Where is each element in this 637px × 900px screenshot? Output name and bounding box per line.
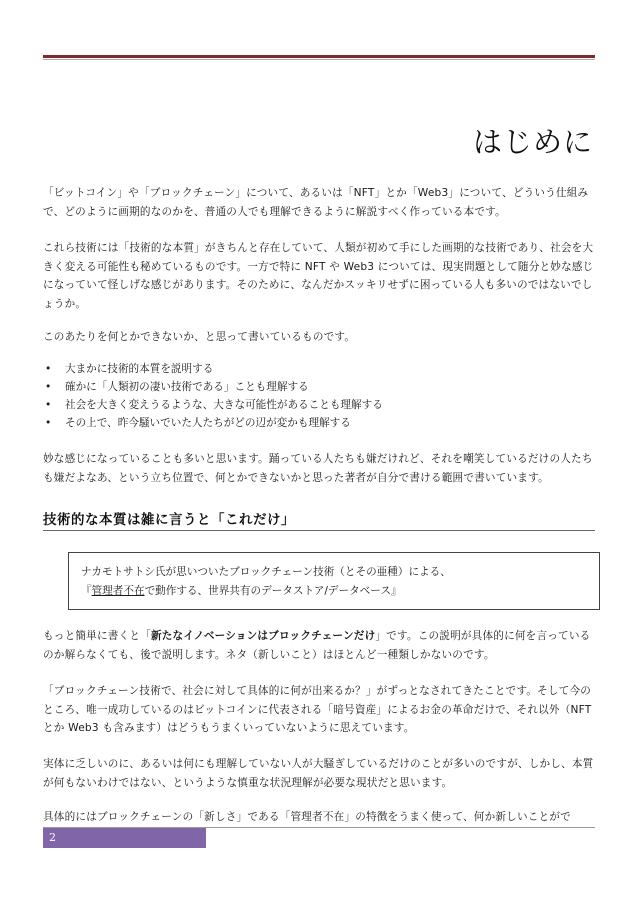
bullet-icon: • <box>45 417 52 429</box>
paragraph-5: もっと簡単に書くと「新たなイノベーションはブロックチェーンだけ」です。この説明が具体的に何を言っているのか解らなくても、後で説明します。ネタ（新しいこと）はほとんど一種類しかないのです。 <box>43 630 591 661</box>
intro-paragraph-3: このあたりを何とかできないか、と思って書いているものです。 <box>43 331 356 343</box>
paragraph-4: 妙な感じになっていることも多いと思います。踊っている人たちも嫌だけれど、それを嘲笑しているだけの人たちも嫌だよなあ、という立ち位置で、何とかできないかと思った著者が自分で書ける範囲で書いています。 <box>43 453 593 484</box>
list-item: • 社会を大きく変えうるような、大きな可能性があることも理解する <box>43 396 595 414</box>
section-rule <box>43 530 595 531</box>
quote-box <box>68 552 600 610</box>
list-item: • その上で、昨今騒いでいた人たちがどの辺が変かも理解する <box>43 414 595 432</box>
paragraph-6: 「ブロックチェーン技術で、社会に対して具体的に何が出来るか？」がずっとなされてきたことです。そして今のところ、唯一成功しているのはビットコインに代表される「暗号資産」によるお金の革命だけで、それ以外（NFT とか Web3 も含みます）はどうもうまくいっていないように思えています。 <box>43 685 592 734</box>
list-item: • 大まかに技術的本質を説明する <box>43 360 595 378</box>
paragraph-7: 実体に乏しいのに、あるいは何にも理解していない人が大騒ぎしているだけのことが多いのですが、しかし、本質が何もないわけではない、というような慎重な状況理解が必要な現状だと思います。 <box>43 758 594 789</box>
header-rule-thick <box>43 55 595 58</box>
bullet-list <box>43 360 595 432</box>
quote-line-2: 『管理者不在で動作する、世界共有のデータストア/データベース』 <box>81 585 402 597</box>
header-rule-thin <box>43 59 595 60</box>
paragraph-8: 具体的にはブロックチェーンの「新しさ」である「管理者不在」の特徴をうまく使って、何か新しいことがで <box>43 811 571 823</box>
bullet-icon: • <box>45 381 52 393</box>
intro-paragraph-1: 「ビットコイン」や「ブロックチェーン」について、あるいは「NFT」とか「Web3」について、どういう仕組みで、どのように画期的なのかを、普通の人でも理解できるように解説すべく作っている本です。 <box>43 187 589 218</box>
quote-underlined-term: 管理者不在 <box>91 585 145 597</box>
quote-line-1: ナカモトサトシ氏が思いついたブロックチェーン技術（とその亜種）による、 <box>81 566 451 578</box>
section-heading: 技術的な本質は雑に言うと「これだけ」 <box>43 512 295 528</box>
page-number-bar <box>43 828 206 848</box>
list-item: • 確かに「人類初の凄い技術である」ことも理解する <box>43 378 595 396</box>
bullet-icon: • <box>45 363 52 375</box>
bold-phrase: 新たなイノベーションはブロックチェーンだけ <box>150 630 376 642</box>
page-number: 2 <box>49 831 56 844</box>
intro-paragraph-2: これら技術には「技術的な本質」がきちんと存在していて、人類が初めて手にした画期的な技術であり、社会を大きく変える可能性も秘めているものです。一方で特に NFT や Web3 については、現実問題として随分と妙な感じになっていて怪しげな感じがあります。そのために、なんだかスッキリせずに困っている人も多いのではないでしょうか。 <box>43 242 594 310</box>
bullet-icon: • <box>45 399 52 411</box>
chapter-title: はじめに <box>472 125 593 159</box>
